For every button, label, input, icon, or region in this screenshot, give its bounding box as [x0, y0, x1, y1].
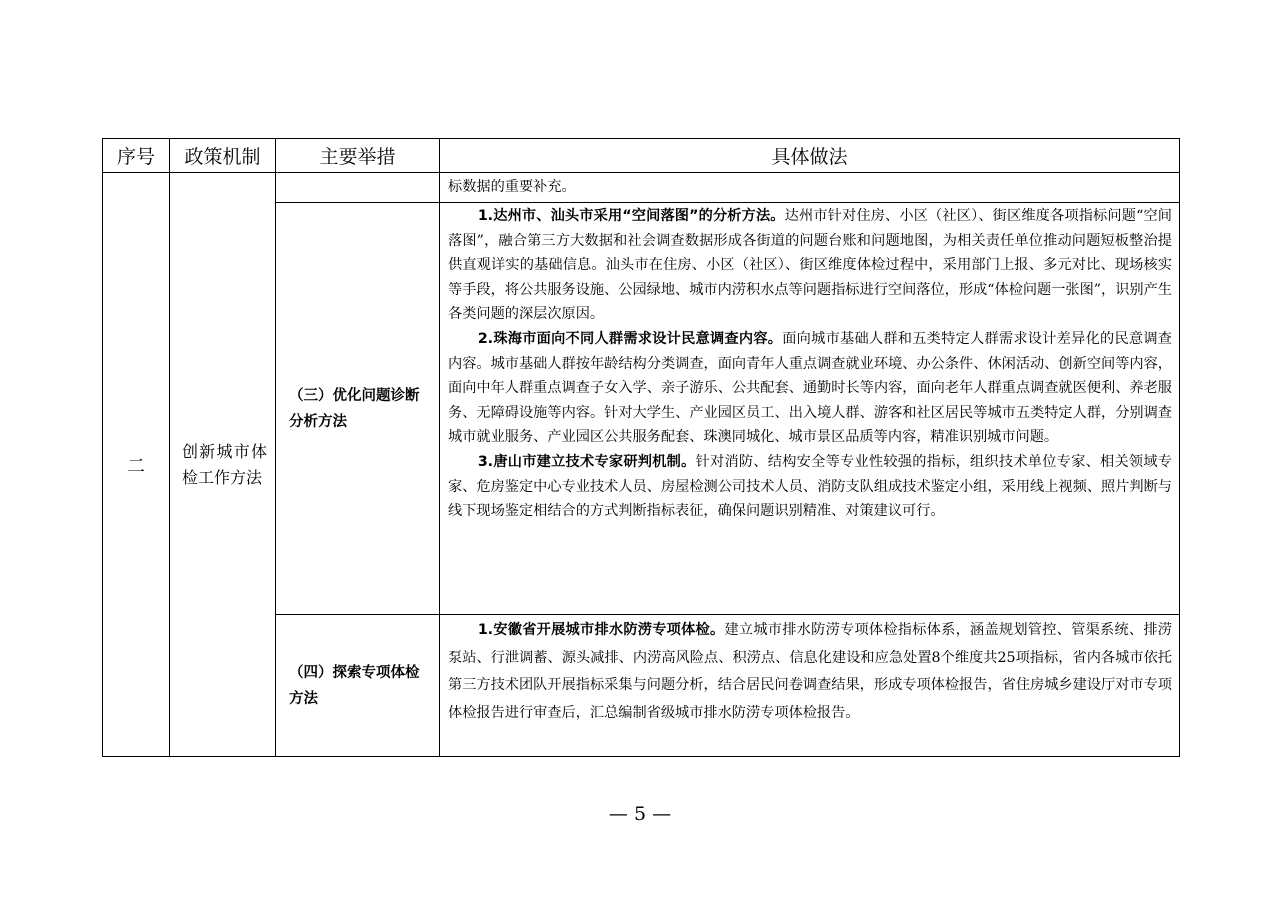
table-header-row: [103, 139, 1180, 173]
practice-paragraph: [448, 450, 1172, 524]
practice-cell: [440, 203, 1180, 615]
policy-table: [102, 138, 1180, 757]
measure-cell: （三）优化问题诊断分析方法: [276, 203, 440, 615]
practice-paragraph: [448, 204, 1172, 327]
page-number: — 5 —: [608, 803, 672, 825]
practice-title: 1.安徽省开展城市排水防涝专项体检。: [477, 622, 725, 638]
measure-cell: （四）探索专项体检方法: [276, 615, 440, 757]
table-row: [103, 173, 1180, 203]
practice-text: 面向城市基础人群和五类特定人群需求设计差异化的民意调查内容。城市基础人群按年龄结构分类调查，面向青年人重点调查就业环境、办公条件、休闲活动、创新空间等内容，面向中年人群重点调查子女入学、亲子游乐、公共配套、通勤时长等内容，面向老年人群重点调查就医便利、养老服务、无障碍设施等内容。针对大学生、产业园区员工、出入境人群、游客和社区居民等城市五类特定人群，分别调查城市就业服务、产业园区公共服务配套、珠澳同城化、城市景区品质等内容，精准识别城市问题。: [448, 330, 1172, 446]
practice-text: 达州市针对住房、小区（社区）、街区维度各项指标问题“空间落图”，融合第三方大数据和社会调查数据形成各街道的问题台账和问题地图，为相关责任单位推动问题短板整治提供直观详实的基础信息。汕头市在住房、小区（社区）、街区维度体检过程中，采用部门上报、多元对比、现场核实等手段，将公共服务设施、公园绿地、城市内涝积水点等问题指标进行空间落位，形成“体检问题一张图”，识别产生各类问题的深层次原因。: [448, 208, 1172, 323]
header-seq: 序号: [103, 139, 170, 173]
practice-title: 2.珠海市面向不同人群需求设计民意调查内容。: [477, 330, 783, 347]
practice-paragraph: [448, 327, 1172, 450]
practice-title: 3.唐山市建立技术专家研判机制。: [477, 453, 696, 470]
measure-cell: [276, 173, 440, 203]
practice-paragraph: [448, 617, 1172, 727]
group-seq: 二: [103, 173, 170, 757]
practice-paragraph: [448, 175, 1172, 200]
practice-cell: [440, 615, 1180, 757]
group-mechanism: 创新城市体检工作方法: [170, 173, 276, 757]
practice-text: 建立城市排水防涝专项体检指标体系，涵盖规划管控、管渠系统、排涝泵站、行泄调蓄、源头减排、内涝高风险点、积涝点、信息化建设和应急处置8个维度共25项指标，省内各城市依托第三方技术团队开展指标采集与问题分析，结合居民问卷调查结果，形成专项体检报告，省住房城乡建设厅对市专项体检报告进行审查后，汇总编制省级城市排水防涝专项体检报告。: [448, 622, 1172, 721]
header-practice: 具体做法: [440, 139, 1180, 173]
practice-text: 针对消防、结构安全等专业性较强的指标，组织技术单位专家、相关领域专家、危房鉴定中心专业技术人员、房屋检测公司技术人员、消防支队组成技术鉴定小组，采用线上视频、照片判断与线下现场鉴定相结合的方式判断指标表征，确保问题识别精准、对策建议可行。: [448, 453, 1172, 520]
practice-title: 1.达州市、汕头市采用“空间落图”的分析方法。: [477, 208, 785, 224]
practice-text: 标数据的重要补充。: [448, 179, 576, 196]
practice-cell: [440, 173, 1180, 203]
header-measure: 主要举措: [276, 139, 440, 173]
header-mechanism: 政策机制: [170, 139, 276, 173]
